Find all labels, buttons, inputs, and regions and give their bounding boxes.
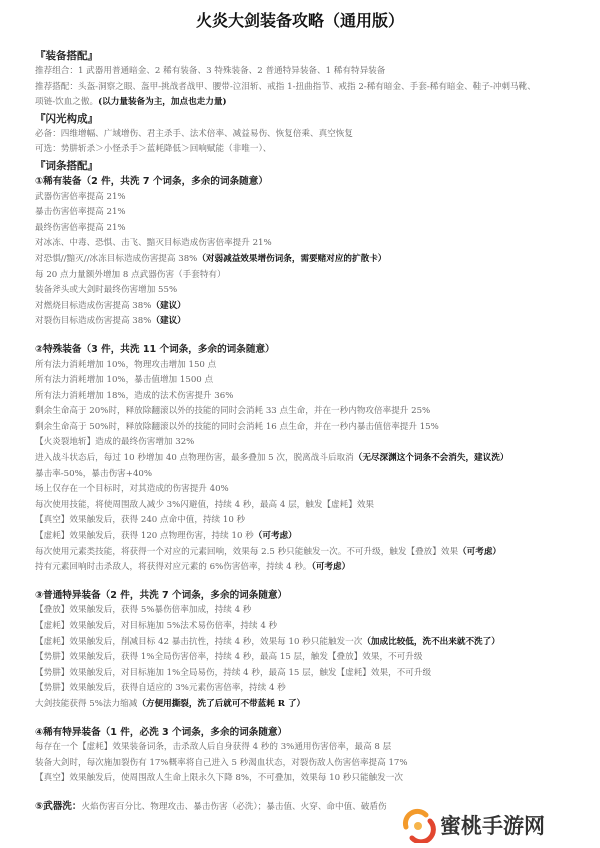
line-text: 场上仅存在一个目标时，对其造成的伤害提升 40% xyxy=(35,484,229,495)
watermark-text: 蜜桃手游网 xyxy=(440,814,545,838)
line-text: 最终伤害倍率提高 21% xyxy=(35,222,126,233)
content-line xyxy=(35,142,595,158)
content-line xyxy=(35,221,595,237)
spacer xyxy=(35,330,595,342)
line-text: 【势肼】效果触发后，对目标施加 1%全局易伤，持续 4 秒，最高 15 层，触发【虚耗】效果，不可升级 xyxy=(35,667,432,678)
line-note: （加成比较低，洗不出来就不洗了） xyxy=(362,636,500,647)
line-text: 每存在一个【虚耗】效果装备词条，击杀敌人后自身获得 4 秒的 3%通用伤害倍率，最高 8 层 xyxy=(35,742,392,753)
line-text: 所有法力消耗增加 18%，造成的法术伤害提升 36% xyxy=(35,390,234,401)
line-text: 推荐搭配：头盔-洞察之眼、盔甲-挑战者战甲、腰带-泣泪斩、戒指 1-扭曲指节、戒指 2-稀有暗金、手套-稀有暗金、鞋子-冲刺马靴、 xyxy=(35,81,536,92)
line-text: 推荐组合：1 武器用普通暗金、2 稀有装备、3 特殊装备、2 普通特异装备、1 稀有特异装备 xyxy=(35,66,386,76)
content-line xyxy=(35,358,595,374)
spacer xyxy=(35,713,595,725)
watermark-logo-icon xyxy=(400,807,436,843)
content-line xyxy=(35,482,595,498)
content-line xyxy=(35,435,595,451)
content-line xyxy=(35,545,595,561)
content-line xyxy=(35,467,595,483)
line-text: 武器伤害倍率提高 21% xyxy=(35,191,126,202)
line-note: （建议） xyxy=(151,300,186,311)
watermark xyxy=(400,806,580,844)
line-text: 【虚耗】效果触发后，获得 120 点物理伤害，持续 10 秒 xyxy=(35,531,254,542)
line-text: 【真空】效果触发后，使周围敌人生命上限永久下降 8%，不可叠加，效果每 10 秒只能触发一次 xyxy=(35,773,403,784)
line-text: 暴击率-50%，暴击伤害+40% xyxy=(35,468,153,479)
line-text: 【火炎裂地斩】造成的最终伤害增加 32% xyxy=(35,437,195,448)
section-heading: 『词条搭配』 xyxy=(35,159,98,172)
line-note: （可考虑） xyxy=(458,546,502,557)
content-line xyxy=(35,190,595,206)
line-text: 对裂伤目标造成伤害提高 38% xyxy=(35,316,152,327)
content-line xyxy=(35,95,595,111)
content-line xyxy=(35,252,595,268)
line-text: 大剑技能获得 5%法力缩减 xyxy=(35,698,138,709)
content-line xyxy=(35,560,595,576)
content-line xyxy=(35,513,595,529)
line-text: 每 20 点力量额外增加 8 点武器伤害（手套特有） xyxy=(35,269,226,280)
content-line xyxy=(35,420,595,436)
line-text: 对冰冻、中毒、恐惧、击飞、黯灭目标造成伤害倍率提升 21% xyxy=(35,238,272,249)
content-line xyxy=(35,451,595,467)
line-text: 【势肼】效果触发后，获得 1%全局伤害倍率，持续 4 秒，最高 15 层，触发【叠放】效果，不可升级 xyxy=(35,652,423,663)
line-text: 进入战斗状态后，每过 10 秒增加 40 点物理伤害，最多叠加 5 次，脱离战斗后取消 xyxy=(35,453,354,464)
content-line xyxy=(35,603,595,619)
spacer xyxy=(35,576,595,588)
line-text: 暴击伤害倍率提高 21% xyxy=(35,207,126,218)
document-body xyxy=(35,48,595,815)
content-line xyxy=(35,64,595,80)
subsection-heading: ②特殊装备（3 件，共洗 11 个词条，多余的词条随意） xyxy=(35,343,275,355)
content-line xyxy=(35,666,595,682)
content-line xyxy=(35,697,595,713)
line-text: 对燃烧目标造成伤害提高 38% xyxy=(35,300,152,311)
subsection-heading: ③普通特异装备（2 件，共洗 7 个词条，多余的词条随意） xyxy=(35,589,288,601)
line-text: 装备斧头或大剑时最终伤害增加 55% xyxy=(35,285,178,296)
line-text: 每次使用技能，将使周围敌人减少 3%闪避值，持续 4 秒，最高 4 层，触发【虚耗】效果 xyxy=(35,499,375,510)
line-note: (以力量装备为主，加点也走力量) xyxy=(98,97,227,108)
line-text: 对恐惧//黯灭//冰冻目标造成伤害提高 38% xyxy=(35,253,198,264)
content-line xyxy=(35,404,595,420)
line-text: 装备大剑时，每次施加裂伤有 17%概率将自己进入 5 秒渴血状态，对裂伤敌人伤害倍率提高 17% xyxy=(35,757,408,768)
line-text: 所有法力消耗增加 10%，暴击值增加 1500 点 xyxy=(35,375,214,386)
line-text: 所有法力消耗增加 10%，物理攻击增加 150 点 xyxy=(35,359,217,370)
line-text: 【虚耗】效果触发后，削减目标 42 暴击抗性，持续 4 秒，效果每 10 秒只能触发一次 xyxy=(35,636,363,647)
content-line xyxy=(35,314,595,330)
content-line xyxy=(35,619,595,635)
line-note: （建议） xyxy=(151,316,186,327)
content-line xyxy=(35,650,595,666)
line-text: 【真空】效果触发后，获得 240 点命中值，持续 10 秒 xyxy=(35,515,246,526)
line-text: 【叠放】效果触发后，获得 5%暴伤倍率加成，持续 4 秒 xyxy=(35,605,252,616)
content-line xyxy=(35,498,595,514)
content-line xyxy=(35,740,595,756)
content-line xyxy=(35,635,595,651)
subsection-heading: ①稀有装备（2 件，共洗 7 个词条，多余的词条随意） xyxy=(35,175,268,187)
content-line xyxy=(35,756,595,772)
line-note: （可考虑） xyxy=(253,531,297,542)
content-line xyxy=(35,389,595,405)
content-line xyxy=(35,283,595,299)
line-text: 必备：四维增幅、广域增伤、君主杀手、法术倍率、减益易伤、恢复倍乘、真空恢复 xyxy=(35,128,353,139)
line-lead: ⑤武器洗： xyxy=(35,800,82,812)
content-line xyxy=(35,771,595,787)
content-line xyxy=(35,299,595,315)
line-text: 火焰伤害百分比、物理攻击、暴击伤害（必洗）；暴击值、火穿、命中值、破盾伤 xyxy=(81,801,387,812)
line-note: （可考虑） xyxy=(311,562,351,573)
line-text: 持有元素回响时击杀敌人，将获得对应元素的 6%伤害倍率，持续 4 秒。 xyxy=(35,562,312,573)
line-text: 可选：势肼斩杀＞小怪杀手＞蓝耗降低＞回响赋能（非唯一）、 xyxy=(35,144,272,155)
subsection-heading: ④稀有特异装备（1 件，必洗 3 个词条，多余的词条随意） xyxy=(35,726,288,738)
spacer xyxy=(35,787,595,799)
line-text: 每次使用元素类技能，将获得一个对应的元素回响，效果每 2.5 秒只能触发一次。不可升级，触发【叠放】效果 xyxy=(35,546,459,557)
content-line xyxy=(35,236,595,252)
section-heading: 『装备搭配』 xyxy=(35,50,98,62)
line-text: 剩余生命高于 50%时，释放除翻滚以外的技能的同时会消耗 16 点生命，并在一秒内暴击值倍率提升 15% xyxy=(35,421,439,432)
line-text: 剩余生命高于 20%时，释放除翻滚以外的技能的同时会消耗 33 点生命，并在一秒内物攻倍率提升 25% xyxy=(35,406,431,417)
content-line xyxy=(35,127,595,143)
content-line xyxy=(35,681,595,697)
content-line xyxy=(35,373,595,389)
line-note: （无尽深渊这个词条不会消失，建议洗） xyxy=(353,453,509,464)
line-note: （方便用撕裂，洗了后就可不带蓝耗 R 了） xyxy=(137,698,306,709)
line-text: 【势肼】效果触发后，获得自适应的 3%元素伤害倍率，持续 4 秒 xyxy=(35,683,286,694)
content-line xyxy=(35,80,595,96)
document-title: 火炎大剑装备攻略（通用版） xyxy=(195,11,404,30)
content-line xyxy=(35,205,595,221)
line-text: 【虚耗】效果触发后，对目标施加 5%法术易伤倍率，持续 4 秒 xyxy=(35,621,278,631)
content-line xyxy=(35,529,595,545)
line-note: （对弱减益效果增伤词条，需要赌对应的扩散卡） xyxy=(197,253,387,264)
section-heading: 『闪光构成』 xyxy=(35,112,98,125)
content-line xyxy=(35,268,595,284)
line-text: 项链-饮血之傲。 xyxy=(35,97,99,108)
